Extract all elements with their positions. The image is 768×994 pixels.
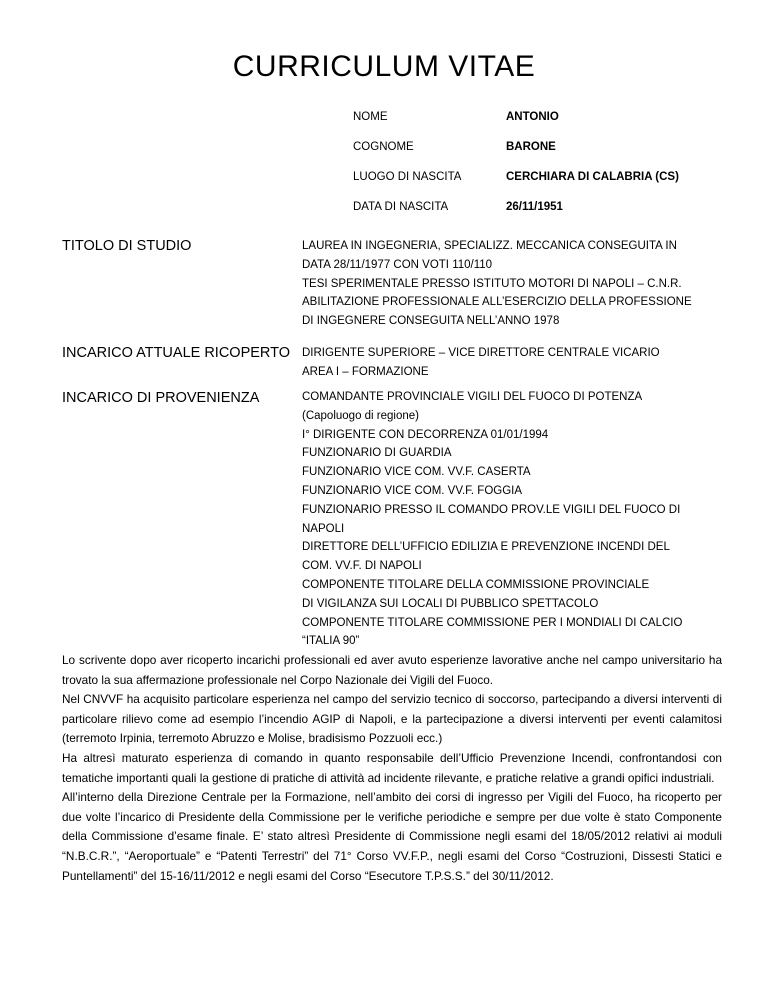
document-title: CURRICULUM VITAE (232, 50, 536, 83)
previous-role-line: COM. VV.F. DI NAPOLI (302, 560, 422, 573)
previous-role-line: COMPONENTE TITOLARE COMMISSIONE PER I MONDIALI DI CALCIO (302, 616, 683, 629)
previous-role-line: DI VIGILANZA SUI LOCALI DI PUBBLICO SPETTACOLO (302, 597, 599, 610)
current-role-line: DIRIGENTE SUPERIORE – VICE DIRETTORE CENTRALE VICARIO (302, 347, 660, 359)
name-label: NOME (353, 111, 388, 123)
previous-role-line: COMPONENTE TITOLARE DELLA COMMISSIONE PROVINCIALE (302, 578, 650, 591)
surname-value: BARONE (506, 141, 556, 153)
previous-role-line: “ITALIA 90” (302, 635, 360, 648)
section-label-previous-roles: INCARICO DI PROVENIENZA (62, 390, 260, 406)
previous-role-line: DIRETTORE DELL’UFFICIO EDILIZIA E PREVENZIONE INCENDI DEL (302, 541, 670, 554)
birthdate-value: 26/11/1951 (506, 201, 563, 213)
birthdate-label: DATA DI NASCITA (353, 201, 449, 213)
previous-role-line: (Capoluogo di regione) (302, 409, 419, 422)
name-value: ANTONIO (506, 111, 559, 123)
surname-label: COGNOME (353, 141, 414, 153)
previous-role-line: FUNZIONARIO DI GUARDIA (302, 447, 452, 460)
education-line: DATA 28/11/1977 CON VOTI 110/110 (302, 258, 493, 271)
narrative-body (62, 651, 722, 886)
paragraph: Nel CNVVF ha acquisito particolare esperienza nel campo del servizio tecnico di soccorso, partecipando a diversi interventi di particolare rilievo come ad esempio l’incendio AGIP di Napoli, e la partecipazione a diversi interventi per eventi calamitosi (terremoto Irpinia, terremoto Abruzzo e Molise, bradisismo Pozzuoli ecc.) (62, 692, 722, 746)
previous-role-line: NAPOLI (302, 522, 345, 535)
previous-role-line: COMANDANTE PROVINCIALE VIGILI DEL FUOCO DI POTENZA (302, 391, 643, 403)
section-content-education (302, 237, 722, 331)
education-line: LAUREA IN INGEGNERIA, SPECIALIZZ. MECCANICA CONSEGUITA IN (302, 240, 677, 252)
previous-role-line: FUNZIONARIO VICE COM. VV.F. FOGGIA (302, 484, 523, 497)
education-line: TESI SPERIMENTALE PRESSO ISTITUTO MOTORI DI NAPOLI – C.N.R. (302, 277, 682, 290)
section-content-previous-roles (302, 388, 722, 651)
section-label-current-role: INCARICO ATTUALE RICOPERTO (62, 345, 291, 361)
paragraph: Ha altresì maturato esperienza di comando in quanto responsabile dell’Ufficio Prevenzione Incendi, confrontandosi con tematiche importanti quali la gestione di pratiche di attività ad incidente rilevante, e pratiche relative a grandi opifici industriali. (62, 750, 722, 785)
previous-role-line: FUNZIONARIO VICE COM. VV.F. CASERTA (302, 466, 531, 479)
birthplace-label: LUOGO DI NASCITA (353, 171, 462, 183)
birthplace-value: CERCHIARA DI CALABRIA (CS) (506, 171, 679, 183)
section-content-current-role (302, 344, 722, 382)
education-line: ABILITAZIONE PROFESSIONALE ALL’ESERCIZIO DELLA PROFESSIONE (302, 296, 692, 309)
section-label-education: TITOLO DI STUDIO (62, 238, 192, 254)
paragraph: Lo scrivente dopo aver ricoperto incarichi professionali ed aver avuto esperienze lavorative anche nel campo universitario ha trovato la sua affermazione professionale nel Corpo Nazionale dei Vigili del Fuoco. (62, 653, 722, 687)
previous-role-line: FUNZIONARIO PRESSO IL COMANDO PROV.LE VIGILI DEL FUOCO DI (302, 503, 681, 516)
current-role-line: AREA I – FORMAZIONE (302, 365, 429, 378)
previous-role-line: I° DIRIGENTE CON DECORRENZA 01/01/1994 (302, 428, 549, 441)
education-line: DI INGEGNERE CONSEGUITA NELL’ANNO 1978 (302, 315, 560, 328)
paragraph: All’interno della Direzione Centrale per la Formazione, nell’ambito dei corsi di ingresso per Vigili del Fuoco, ha ricoperto per due volte l’incarico di Presidente della Commissione per le verifiche periodiche e sempre per due volte è stato Componente della Commissione d’esame finale. E’ stato altresì Presidente di Commissione negli esami del 18/05/2012 relativi ai moduli “N.B.C.R.”, “Aeroportuale” e “Patenti Terrestri” del 71° Corso VV.F.P., negli esami del Corso “Costruzioni, Dissesti Statici e Puntellamenti” del 15-16/11/2012 e negli esami del Corso “Esecutore T.P.S.S.” del 30/11/2012. (62, 790, 722, 883)
